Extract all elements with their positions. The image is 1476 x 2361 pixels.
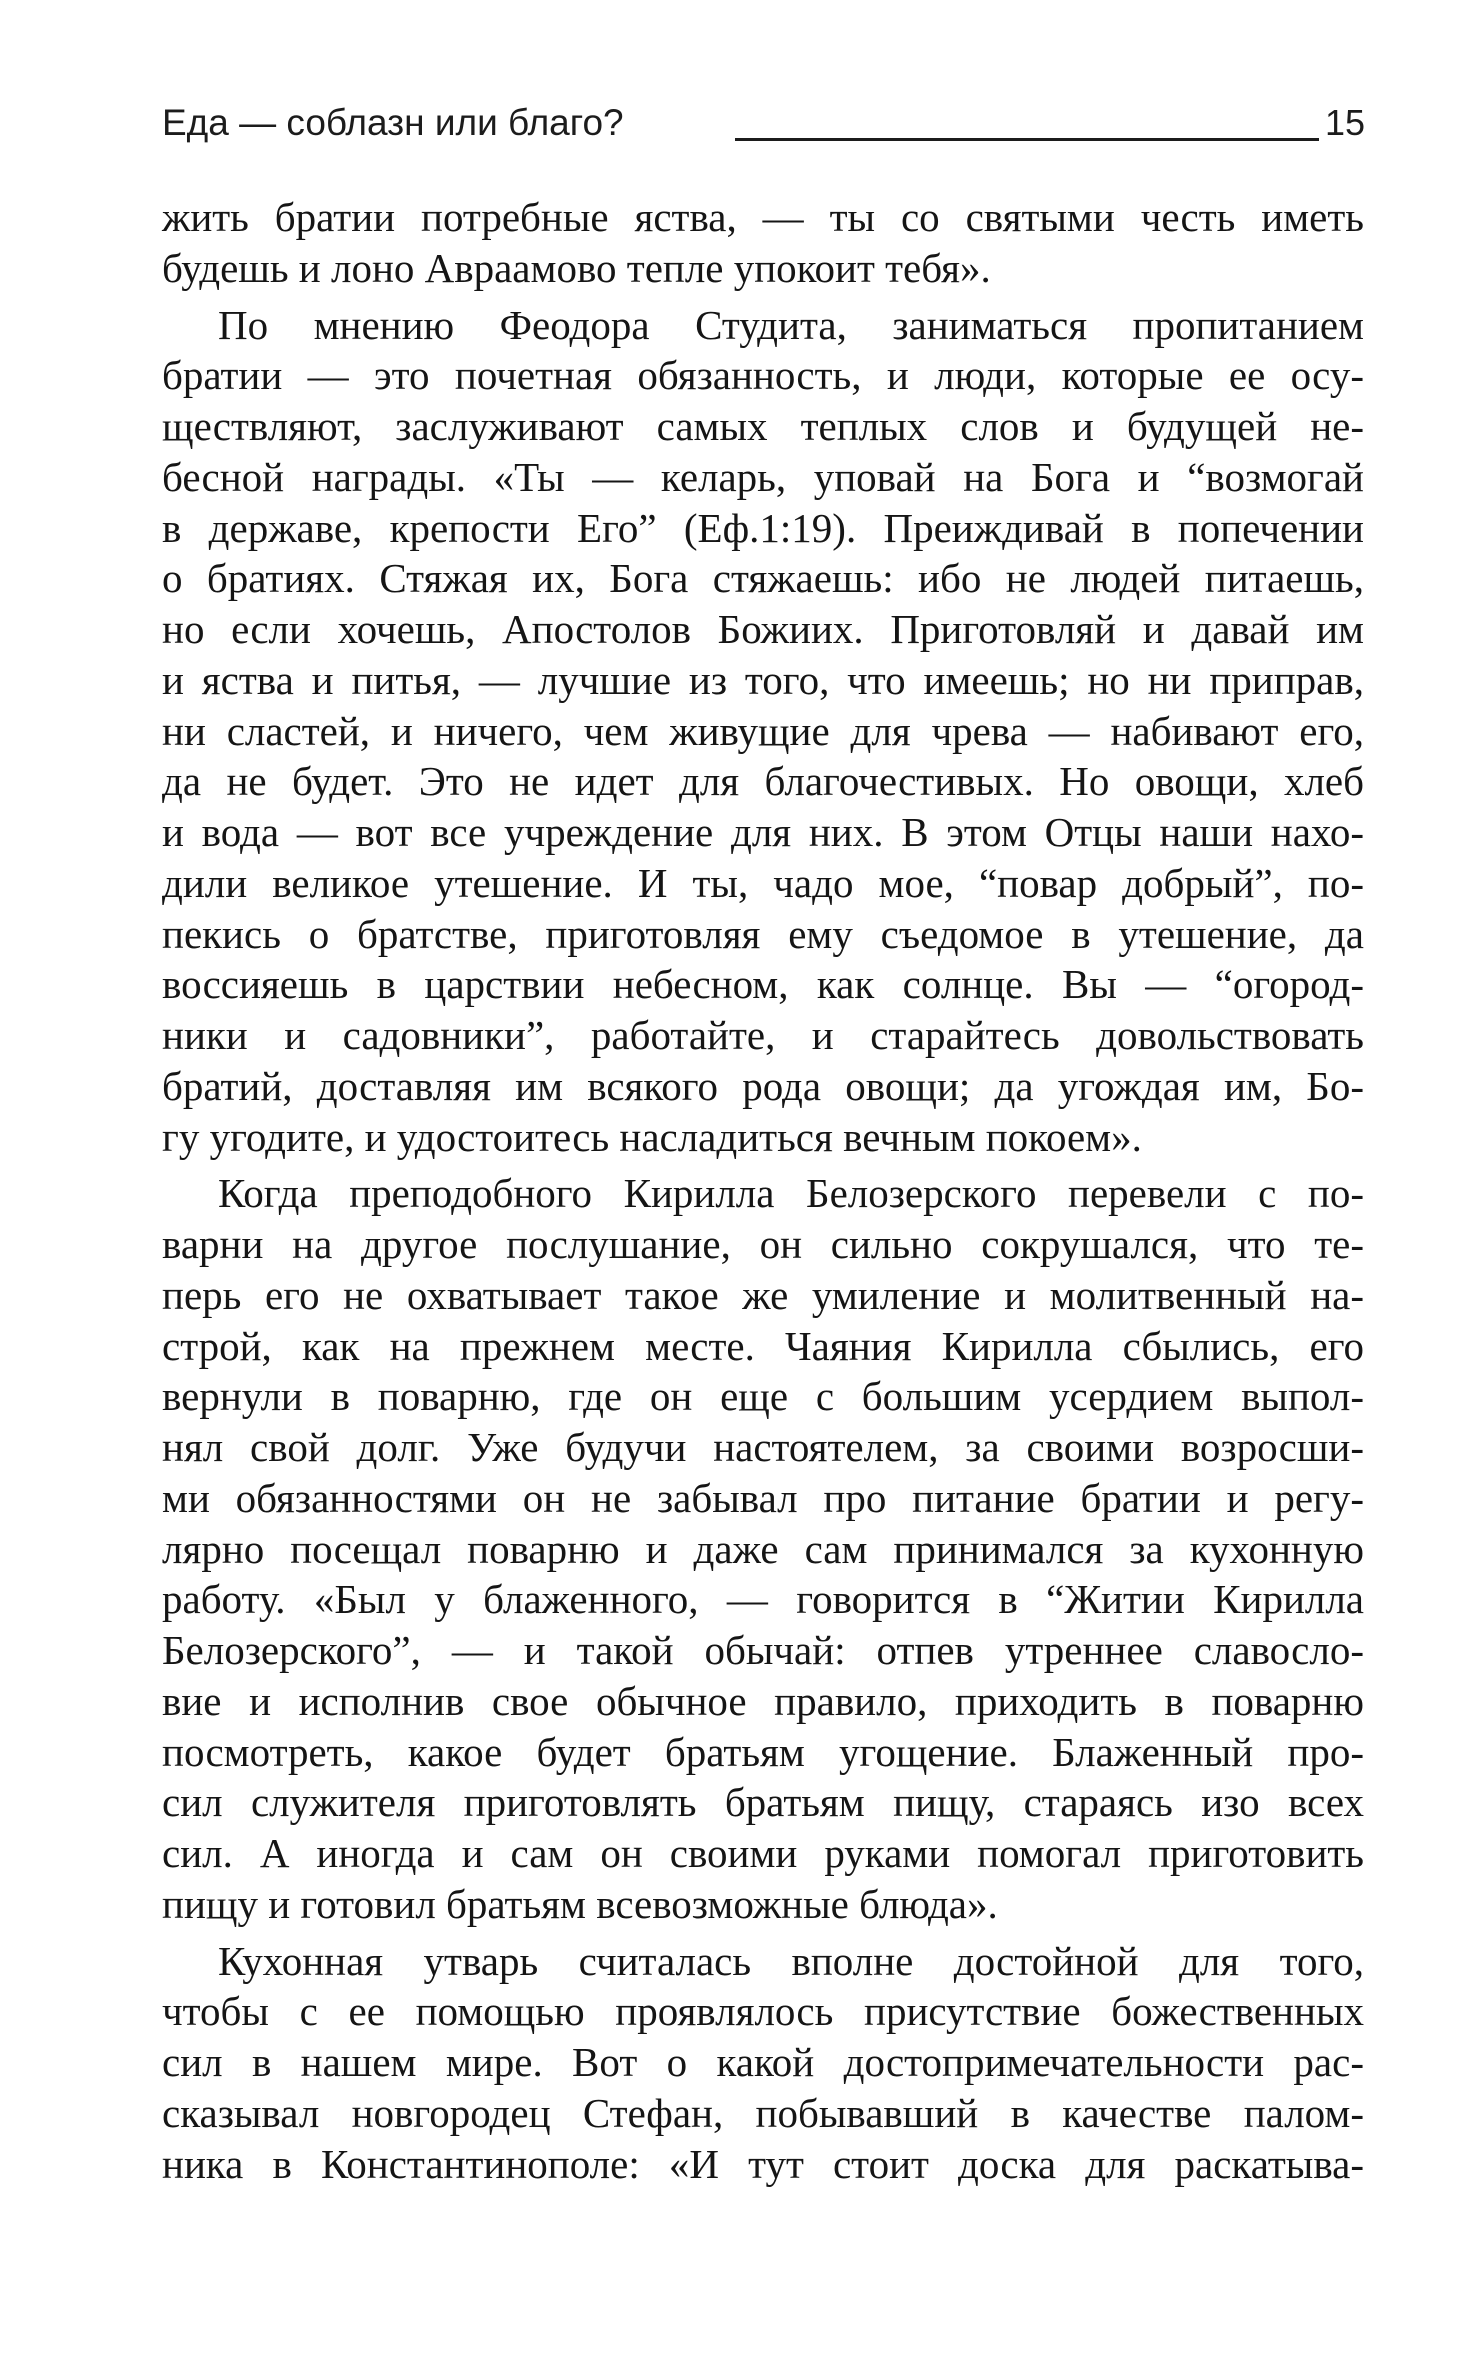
text-line: пищу и готовил братьям всевозможные блюда». [162, 1880, 998, 1927]
text-line: посмотреть, какое будет братьям угощение. Блаженный про- [162, 1728, 1364, 1775]
text-line: работу. «Был у блаженного, — говорится в “Житии Кирилла [162, 1576, 1364, 1623]
text-line: да не будет. Это не идет для благочестивых. Но овощи, хлеб [162, 758, 1364, 805]
text-line: сил. А иногда и сам он своими руками помогал приготовить [162, 1830, 1364, 1876]
text-line: вернули в поварню, где он еще с большим усердием выпол- [162, 1373, 1364, 1420]
text-line: будешь и лоно Авраамово тепле упокоит тебя». [162, 244, 991, 291]
text-line: строй, как на прежнем месте. Чаяния Кирилла сбылись, его [162, 1322, 1364, 1369]
text-line: пекись о братстве, приготовляя ему съедомое в утешение, да [162, 910, 1364, 957]
text-line: дили великое утешение. И ты, чадо мое, “повар добрый”, по- [162, 859, 1364, 906]
text-line: братии — это почетная обязанность, и люди, которые ее осу- [162, 352, 1364, 399]
running-title: Еда — соблазн или благо? [162, 102, 624, 143]
text-line: чтобы с ее помощью проявлялось присутствие божественных [162, 1988, 1364, 2035]
text-line: Когда преподобного Кирилла Белозерского перевели с по- [218, 1170, 1364, 1217]
text-line: ществляют, заслуживают самых теплых слов и будущей не- [162, 403, 1364, 449]
text-line: перь его не охватывает такое же умиление и молитвенный на- [162, 1271, 1364, 1318]
text-line: лярно посещал поварню и даже сам принимался за кухонную [162, 1525, 1364, 1572]
text-line: вие и исполнив свое обычное правило, приходить в поварню [162, 1677, 1364, 1724]
text-line: и яства и питья, — лучшие из того, что имеешь; но ни приправ, [162, 656, 1364, 703]
text-line: в державе, крепости Его” (Еф.1:19). Преиждивай в попечении [162, 504, 1364, 551]
page-number: 15 [1324, 102, 1365, 143]
text-line: Белозерского”, — и такой обычай: отпев утреннее славосло- [162, 1627, 1364, 1673]
text-line: бесной награды. «Ты — келарь, уповай на Бога и “возмогай [162, 453, 1364, 500]
text-line: ми обязанностями он не забывал про питание братии и регу- [162, 1474, 1364, 1521]
text-line: жить братии потребные яства, — ты со святыми честь иметь [162, 194, 1364, 240]
text-line: сил в нашем мире. Вот о какой достопримечательности рас- [162, 2039, 1364, 2085]
text-line: гу угодите, и удостоитесь насладиться вечным покоем». [162, 1113, 1142, 1160]
text-line: сказывал новгородец Стефан, побывавший в качестве палом- [162, 2089, 1364, 2136]
text-line: о братиях. Стяжая их, Бога стяжаешь: ибо не людей питаешь, [162, 555, 1364, 602]
text-line: По мнению Феодора Студита, заниматься пропитанием [218, 301, 1364, 348]
text-line: нял свой долг. Уже будучи настоятелем, за своими возросши- [162, 1424, 1364, 1470]
text-line: ника в Константинополе: «И тут стоит доска для раскатыва- [162, 2140, 1364, 2187]
page-body [162, 192, 1364, 2189]
text-line: и вода — вот все учреждение для них. В этом Отцы наши нахо- [162, 809, 1364, 855]
text-line: братий, доставляя им всякого рода овощи; да угождая им, Бо- [162, 1062, 1364, 1109]
text-line: сил служителя приготовлять братьям пищу, стараясь изо всех [162, 1779, 1364, 1826]
text-line: но если хочешь, Апостолов Божиих. Приготовляй и давай им [162, 606, 1364, 652]
text-line: Кухонная утварь считалась вполне достойной для того, [218, 1937, 1364, 1984]
text-line: ни сластей, и ничего, чем живущие для чрева — набивают его, [162, 707, 1364, 754]
text-line: варни на другое послушание, он сильно сокрушался, что те- [162, 1221, 1364, 1267]
text-line: воссияешь в царствии небесном, как солнце. Вы — “огород- [162, 961, 1364, 1008]
header-rule [735, 138, 1319, 141]
page-header [162, 96, 1365, 156]
text-line: ники и садовники”, работайте, и старайтесь довольствовать [162, 1012, 1364, 1058]
